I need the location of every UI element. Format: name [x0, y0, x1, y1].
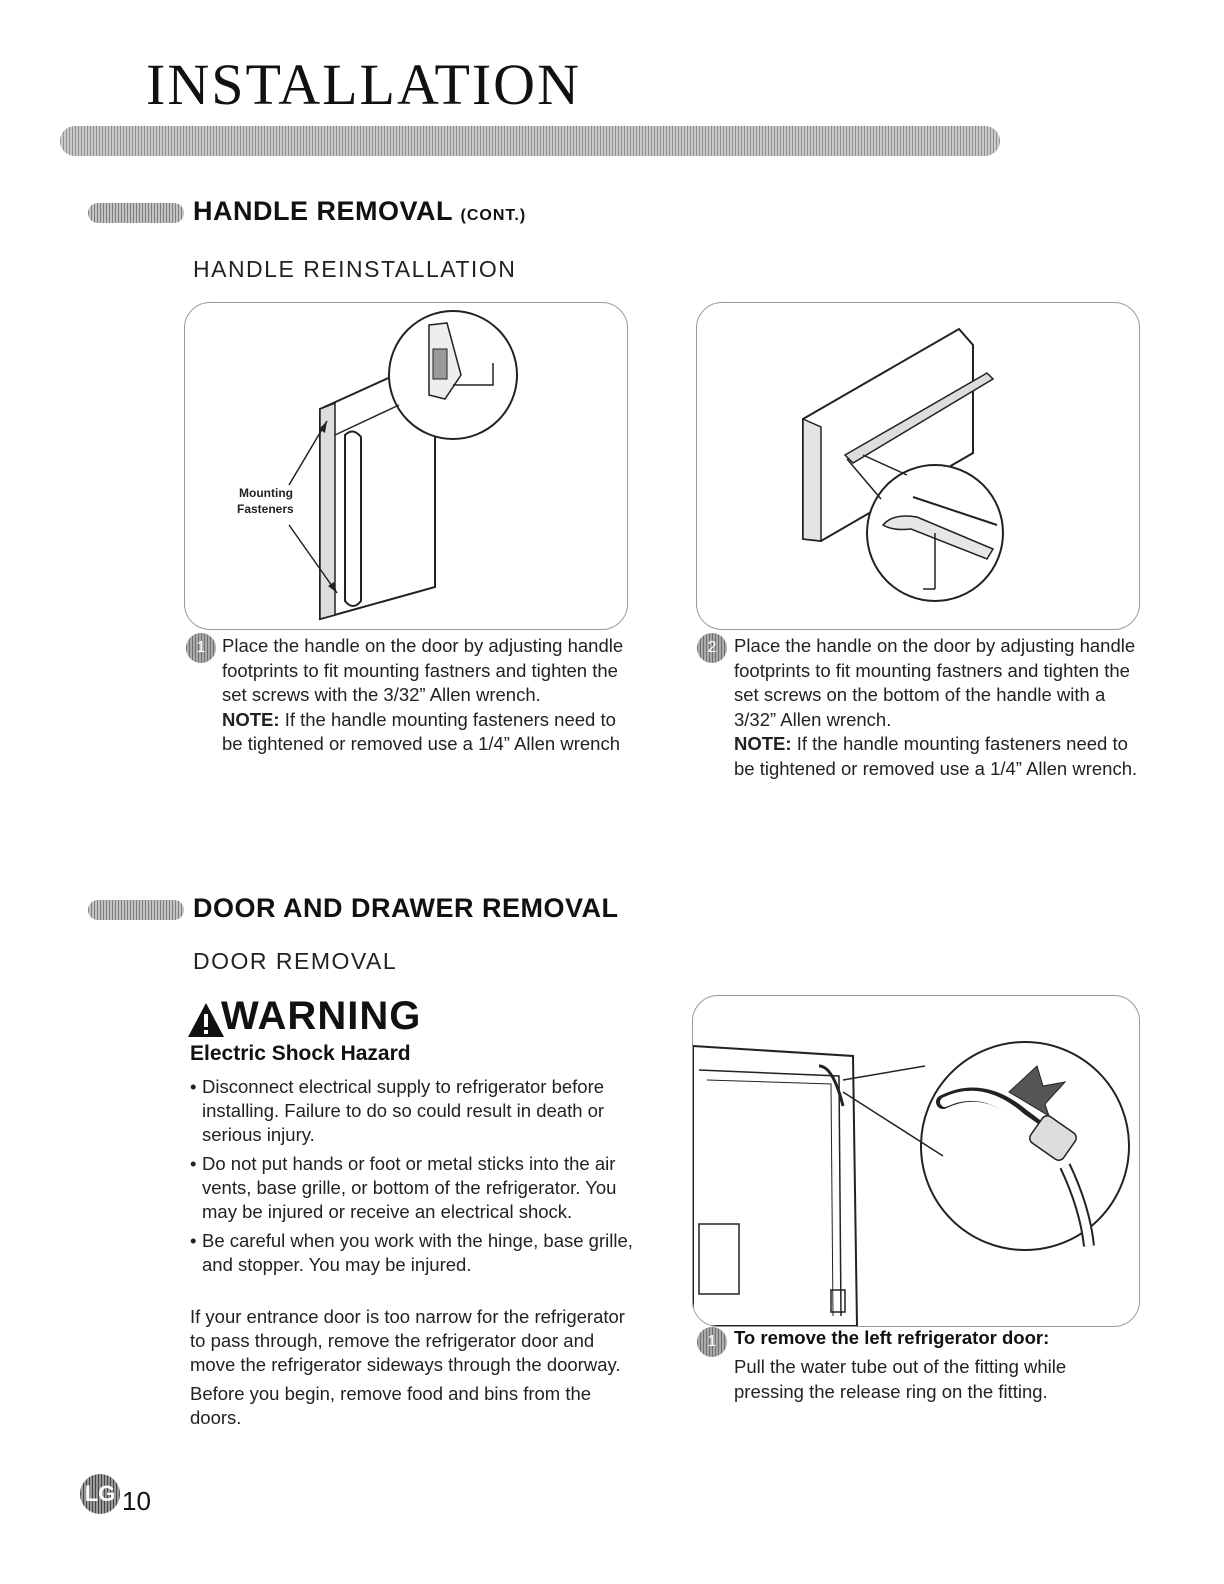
door-removal-paragraph: If your entrance door is too narrow for the refrigerator to pass through, remove the refrigerator door and move the refrigerator sideways through the doorway.	[190, 1306, 625, 1375]
callout-fasteners-line2: Fasteners	[237, 502, 294, 516]
figure-handle-install-1	[184, 302, 628, 630]
step-1-instructions	[222, 634, 632, 757]
water-tube-illustration	[693, 996, 1139, 1326]
step-number-badge: 1	[186, 633, 216, 663]
section-heading-text: HANDLE REMOVAL	[193, 196, 453, 226]
step-text: Pull the water tube out of the fitting while pressing the release ring on the fitting.	[734, 1356, 1067, 1402]
section-heading-suffix: (CONT.)	[460, 207, 527, 224]
step-1-text: Place the handle on the door by adjusting handle footprints to fit mounting fastners and tighten the set screws with the 3/32” Allen wrench.	[222, 635, 624, 705]
subheading-handle-reinstallation: HANDLE REINSTALLATION	[193, 256, 517, 282]
step-2-note: If the handle mounting fasteners need to be tightened or removed use a 1/4” Allen wrench.	[734, 733, 1138, 779]
warning-bullet: • Be careful when you work with the hinge, base grille, and stopper. You may be injured.	[190, 1229, 642, 1277]
section-heading-door-drawer-removal: DOOR AND DRAWER REMOVAL	[193, 893, 619, 923]
step-heading: To remove the left refrigerator door:	[734, 1327, 1050, 1348]
figure-handle-install-2	[696, 302, 1140, 630]
subheading-door-removal: DOOR REMOVAL	[193, 948, 398, 974]
section-heading-handle-removal	[193, 196, 526, 227]
note-label: NOTE:	[222, 708, 280, 730]
step-number-badge: 2	[697, 633, 727, 663]
callout-mounting-line1: Mounting	[239, 486, 293, 500]
door-handle-illustration	[185, 303, 627, 629]
warning-bullet: • Do not put hands or foot or metal sticks into the air vents, base grille, or bottom of the refrigerator. You may be injured or receive an electrical shock.	[190, 1152, 642, 1224]
warning-subtitle: Electric Shock Hazard	[190, 1042, 411, 1065]
step-number-badge: 1	[697, 1327, 727, 1357]
title-divider-bar	[60, 126, 1000, 156]
page-number: 10	[122, 1486, 151, 1516]
warning-list	[190, 1075, 642, 1282]
step-1-note: If the handle mounting fasteners need to be tightened or removed use a 1/4” Allen wrench	[222, 708, 620, 754]
warning-bullet: • Disconnect electrical supply to refrigerator before installing. Failure to do so could result in death or serious injury.	[190, 1075, 642, 1147]
door-removal-paragraph: Before you begin, remove food and bins from the doors.	[190, 1383, 592, 1428]
note-label: NOTE:	[734, 733, 792, 754]
warning-triangle-icon	[187, 1002, 225, 1038]
section-marker	[88, 900, 184, 920]
door-removal-body	[190, 1305, 630, 1435]
drawer-handle-illustration	[697, 303, 1139, 629]
page-title: INSTALLATION	[146, 52, 581, 117]
section-marker	[88, 203, 184, 223]
warning-title: WARNING	[221, 994, 422, 1038]
step-2-instructions	[734, 634, 1142, 781]
lg-logo-icon: LG	[80, 1474, 120, 1514]
step-2-text: Place the handle on the door by adjusting handle footprints to fit mounting fastners and tighten the set screws on the bottom of the handle with a 3/32” Allen wrench.	[734, 635, 1136, 730]
figure-water-tube-removal	[692, 995, 1140, 1327]
warning-heading	[187, 994, 447, 1044]
